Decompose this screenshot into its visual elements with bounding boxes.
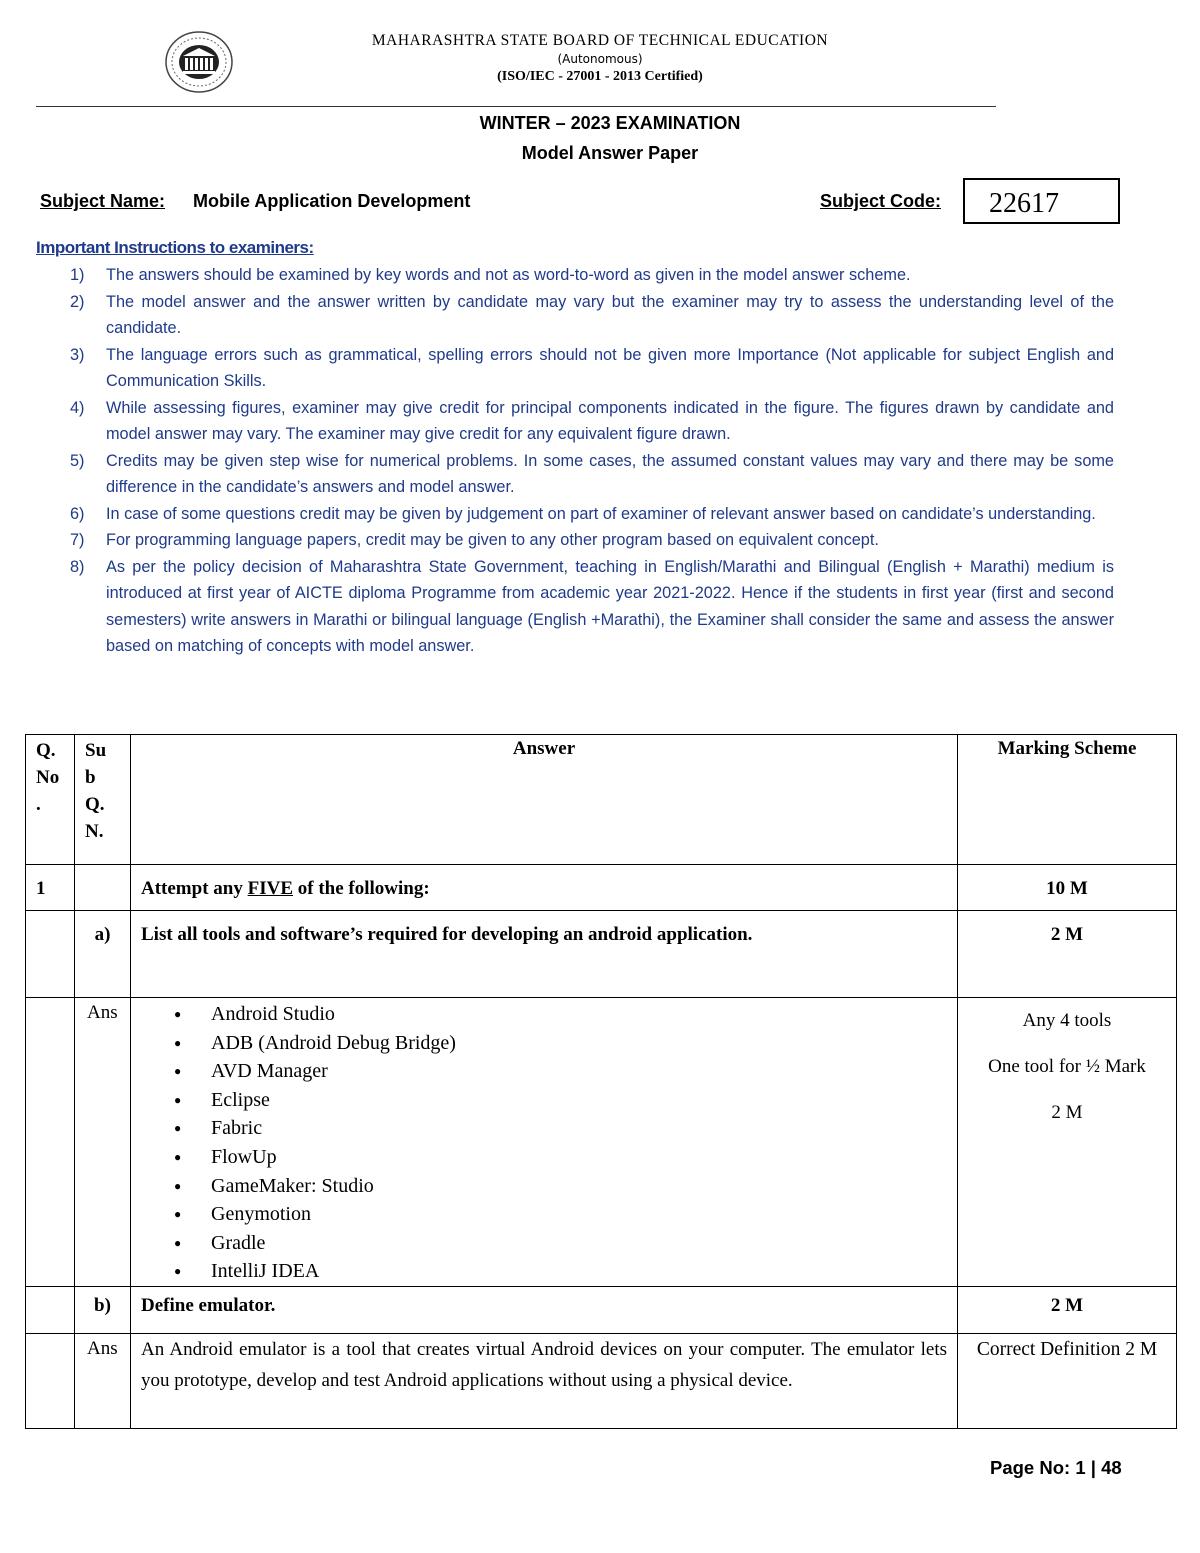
paper-title: Model Answer Paper (521, 143, 699, 163)
subject-code-label: Subject Code: (820, 191, 942, 211)
list-item: ● GameMaker: Studio (211, 1172, 957, 1201)
iso-certification: (ISO/IEC - 27001 - 2013 Certified) (497, 69, 703, 84)
list-item: ● Eclipse (211, 1086, 957, 1115)
table-header-row (26, 735, 1177, 865)
exam-title: WINTER – 2023 EXAMINATION (479, 113, 741, 133)
question-instruction: Attempt any FIVE of the following: (131, 865, 958, 911)
list-item: ● Gradle (211, 1229, 957, 1258)
list-item: ● FlowUp (211, 1143, 957, 1172)
header-divider (36, 106, 996, 107)
question-a-text: List all tools and software’s required for developing an android application. (131, 911, 958, 998)
table-row (26, 865, 1177, 911)
subject-name: Mobile Application Development (193, 191, 471, 211)
list-item: ● Genymotion (211, 1200, 957, 1229)
answer-table (25, 734, 1177, 1429)
header-marking-scheme: Marking Scheme (958, 735, 1177, 865)
sub-question-b: b) (75, 1286, 131, 1333)
list-item: ● ADB (Android Debug Bridge) (211, 1029, 957, 1058)
instruction-item: 1) The answers should be examined by key words and not as word-to-word as given in the model answer scheme. (70, 266, 911, 284)
instruction-item: 6) In case of some questions credit may be given by judgement on part of examiner of relevant answer based on candidate’s understanding. (70, 504, 1096, 523)
answer-label: Ans (75, 998, 131, 1287)
emulator-definition: An Android emulator is a tool that creates virtual Android devices on your computer. The emulator lets you prototype, develop and test Android applications without using a physical device. (131, 1333, 958, 1428)
question-b-text: Define emulator. (131, 1286, 958, 1333)
subject-code-box (963, 178, 1120, 224)
instruction-item: 4) While assessing figures, examiner may give credit for principal components indicated in the figure. The figures drawn by candidate and model answer may vary. The examiner may give credit for any equivalent figure drawn. (70, 398, 1114, 443)
list-item: ● Fabric (211, 1114, 957, 1143)
list-item: ● IntelliJ IDEA (211, 1257, 957, 1286)
question-b-marks: 2 M (958, 1286, 1177, 1333)
header-sub-q-no: Su b Q. N. (75, 735, 131, 865)
definition-marking-scheme: Correct Definition 2 M (958, 1333, 1177, 1428)
table-row (26, 1333, 1177, 1428)
instructions-list (36, 262, 1114, 660)
list-item: ● Android Studio (211, 1000, 957, 1029)
instruction-item: 8) As per the policy decision of Maharashtra State Government, teaching in English/Marathi and Bilingual (English + Marathi) medium is introduced at first year of AICTE diploma Programme from academic year 2021-2022. Hence if the students in first year (first and second semesters) write answers in Marathi or bilingual language (English +Marathi), the Examiner shall consider the same and assess the answer based on matching of concepts with model answer. (70, 557, 1114, 655)
instruction-item: 5) Credits may be given step wise for numerical problems. In some cases, the assumed constant values may vary and there may be some difference in the candidate’s answers and model answer. (70, 451, 1114, 496)
autonomous-label: (Autonomous) (557, 52, 643, 66)
sub-question-a: a) (75, 911, 131, 998)
subject-name-label: Subject Name: (40, 191, 166, 211)
instruction-item: 7) For programming language papers, credit may be given to any other program based on equivalent concept. (70, 531, 879, 549)
question-a-marks: 2 M (958, 911, 1177, 998)
instruction-item: 2) The model answer and the answer written by candidate may vary but the examiner may try to assess the understanding level of the candidate. (70, 292, 1114, 337)
table-row (26, 998, 1177, 1287)
header-answer: Answer (131, 735, 958, 865)
subject-code: 22617 (989, 188, 1059, 219)
board-name: MAHARASHTRA STATE BOARD OF TECHNICAL EDUCATION (371, 32, 829, 49)
tools-list (131, 1000, 957, 1286)
tools-answer (131, 998, 958, 1287)
list-item: ● AVD Manager (211, 1057, 957, 1086)
table-row (26, 911, 1177, 998)
table-row (26, 1286, 1177, 1333)
tools-marking-scheme: Any 4 tools One tool for ½ Mark 2 M (958, 998, 1177, 1287)
question-marks: 10 M (958, 865, 1177, 911)
header-q-no: Q. No . (26, 735, 75, 865)
msbte-logo (163, 30, 235, 94)
answer-label: Ans (75, 1333, 131, 1428)
instructions-heading: Important Instructions to examiners: (36, 238, 314, 257)
page-number: Page No: 1 | 48 (990, 1457, 1122, 1478)
instruction-item: 3) The language errors such as grammatical, spelling errors should not be given more Importance (Not applicable for subject English and Communication Skills. (70, 345, 1114, 390)
question-number: 1 (26, 865, 75, 911)
